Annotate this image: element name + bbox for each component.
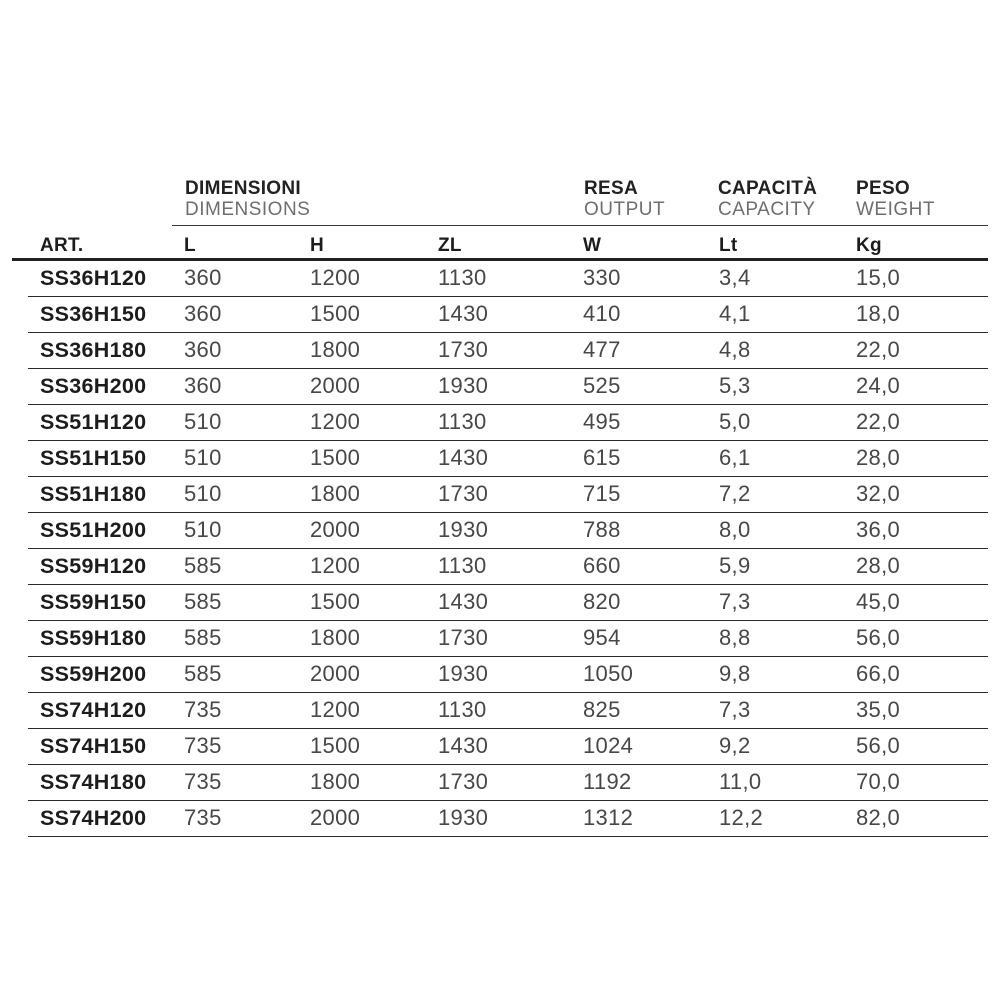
- cell-h: 1800: [310, 337, 361, 362]
- cell-h: 1500: [310, 733, 361, 758]
- group-header-rule: [172, 225, 988, 226]
- cell-zl: 1730: [438, 625, 489, 650]
- cell-lt: 8,0: [719, 517, 751, 542]
- cell-zl: 1730: [438, 769, 489, 794]
- table-row: [28, 441, 988, 477]
- cell-lt: 9,8: [719, 661, 751, 686]
- cell-zl: 1930: [438, 661, 489, 686]
- cell-kg: 22,0: [856, 337, 901, 362]
- cell-lt: 8,8: [719, 625, 751, 650]
- cell-zl: 1430: [438, 301, 489, 326]
- column-header-zl: ZL: [438, 235, 462, 256]
- cell-art: SS74H180: [40, 770, 147, 794]
- cell-zl: 1130: [438, 553, 487, 578]
- cell-lt: 12,2: [719, 805, 764, 830]
- cell-kg: 32,0: [856, 481, 901, 506]
- cell-zl: 1130: [438, 409, 487, 434]
- cell-l: 510: [184, 481, 222, 506]
- cell-art: SS51H120: [40, 410, 147, 434]
- cell-kg: 18,0: [856, 301, 901, 326]
- cell-zl: 1730: [438, 337, 489, 362]
- cell-zl: 1430: [438, 733, 489, 758]
- cell-kg: 24,0: [856, 373, 901, 398]
- cell-zl: 1430: [438, 589, 489, 614]
- cell-h: 2000: [310, 373, 361, 398]
- cell-lt: 6,1: [719, 445, 751, 470]
- cell-w: 615: [583, 445, 621, 470]
- table-row: [28, 333, 988, 369]
- cell-art: SS51H150: [40, 446, 147, 470]
- cell-lt: 7,2: [719, 481, 751, 506]
- cell-h: 1200: [310, 697, 361, 722]
- cell-art: SS74H120: [40, 698, 147, 722]
- cell-lt: 5,9: [719, 553, 751, 578]
- group-weight: [856, 178, 935, 220]
- table-row: [28, 585, 988, 621]
- cell-l: 735: [184, 769, 222, 794]
- cell-lt: 4,1: [719, 301, 751, 326]
- cell-kg: 36,0: [856, 517, 901, 542]
- table-row: [28, 513, 988, 549]
- cell-art: SS51H180: [40, 482, 147, 506]
- cell-h: 1800: [310, 481, 361, 506]
- group-title-resa: RESA: [584, 178, 638, 199]
- cell-zl: 1430: [438, 445, 489, 470]
- cell-kg: 56,0: [856, 625, 901, 650]
- cell-kg: 22,0: [856, 409, 901, 434]
- column-header-row: [0, 233, 1000, 259]
- cell-art: SS36H150: [40, 302, 147, 326]
- cell-w: 954: [583, 625, 621, 650]
- cell-l: 510: [184, 517, 222, 542]
- cell-art: SS59H200: [40, 662, 147, 686]
- cell-art: SS59H180: [40, 626, 147, 650]
- cell-art: SS74H200: [40, 806, 147, 830]
- cell-h: 2000: [310, 805, 361, 830]
- table-row: [28, 729, 988, 765]
- cell-h: 1500: [310, 589, 361, 614]
- cell-w: 410: [583, 301, 621, 326]
- cell-h: 1200: [310, 265, 361, 290]
- cell-zl: 1930: [438, 517, 489, 542]
- column-header-kg: Kg: [856, 235, 882, 256]
- cell-zl: 1930: [438, 373, 489, 398]
- cell-art: SS51H200: [40, 518, 147, 542]
- cell-kg: 15,0: [856, 265, 901, 290]
- cell-h: 1500: [310, 301, 361, 326]
- cell-lt: 5,0: [719, 409, 751, 434]
- cell-l: 585: [184, 553, 222, 578]
- cell-lt: 9,2: [719, 733, 751, 758]
- column-header-art: ART.: [40, 235, 84, 256]
- cell-kg: 66,0: [856, 661, 901, 686]
- table-row: [28, 693, 988, 729]
- table-row: [28, 369, 988, 405]
- table-body: [28, 261, 988, 837]
- cell-l: 360: [184, 337, 222, 362]
- cell-lt: 5,3: [719, 373, 751, 398]
- cell-l: 360: [184, 265, 222, 290]
- table-row: [28, 549, 988, 585]
- table-row: [28, 801, 988, 837]
- cell-w: 1312: [583, 805, 634, 830]
- group-subtitle-weight: WEIGHT: [856, 199, 935, 220]
- cell-w: 788: [583, 517, 621, 542]
- group-title-peso: PESO: [856, 178, 910, 199]
- cell-l: 585: [184, 661, 222, 686]
- cell-l: 735: [184, 805, 222, 830]
- table-row: [28, 477, 988, 513]
- cell-lt: 11,0: [719, 769, 762, 794]
- cell-w: 525: [583, 373, 621, 398]
- cell-h: 1800: [310, 769, 361, 794]
- cell-w: 660: [583, 553, 621, 578]
- column-header-h: H: [310, 235, 325, 256]
- cell-art: SS59H120: [40, 554, 147, 578]
- group-dimensions: [185, 178, 310, 220]
- cell-lt: 4,8: [719, 337, 751, 362]
- cell-lt: 7,3: [719, 589, 751, 614]
- cell-h: 1800: [310, 625, 361, 650]
- cell-w: 1192: [583, 769, 632, 794]
- cell-zl: 1930: [438, 805, 489, 830]
- cell-zl: 1130: [438, 265, 487, 290]
- cell-h: 2000: [310, 661, 361, 686]
- table-row: [28, 765, 988, 801]
- cell-h: 1500: [310, 445, 361, 470]
- group-capacity: [718, 178, 817, 220]
- cell-w: 477: [583, 337, 621, 362]
- cell-art: SS74H150: [40, 734, 147, 758]
- cell-w: 495: [583, 409, 621, 434]
- cell-kg: 56,0: [856, 733, 901, 758]
- cell-h: 2000: [310, 517, 361, 542]
- cell-zl: 1130: [438, 697, 487, 722]
- cell-l: 735: [184, 697, 222, 722]
- cell-l: 585: [184, 589, 222, 614]
- group-subtitle-output: OUTPUT: [584, 199, 666, 220]
- cell-l: 360: [184, 373, 222, 398]
- cell-w: 715: [583, 481, 621, 506]
- cell-kg: 28,0: [856, 553, 901, 578]
- cell-h: 1200: [310, 553, 361, 578]
- cell-kg: 82,0: [856, 805, 901, 830]
- cell-w: 1024: [583, 733, 634, 758]
- table-row: [28, 621, 988, 657]
- cell-l: 510: [184, 409, 222, 434]
- cell-l: 585: [184, 625, 222, 650]
- cell-kg: 35,0: [856, 697, 901, 722]
- group-subtitle-dimensions: DIMENSIONS: [185, 199, 311, 220]
- cell-art: SS59H150: [40, 590, 147, 614]
- cell-zl: 1730: [438, 481, 489, 506]
- cell-l: 735: [184, 733, 222, 758]
- cell-w: 330: [583, 265, 621, 290]
- cell-kg: 28,0: [856, 445, 901, 470]
- group-output: [584, 178, 665, 220]
- cell-kg: 45,0: [856, 589, 901, 614]
- cell-lt: 3,4: [719, 265, 751, 290]
- column-header-lt: Lt: [719, 235, 738, 256]
- cell-art: SS36H180: [40, 338, 147, 362]
- cell-art: SS36H120: [40, 266, 147, 290]
- cell-w: 825: [583, 697, 621, 722]
- cell-art: SS36H200: [40, 374, 147, 398]
- cell-h: 1200: [310, 409, 361, 434]
- table-row: [28, 297, 988, 333]
- table-row: [28, 405, 988, 441]
- cell-l: 360: [184, 301, 222, 326]
- table-row: [28, 657, 988, 693]
- cell-l: 510: [184, 445, 222, 470]
- group-subtitle-capacity: CAPACITY: [718, 199, 816, 220]
- column-header-l: L: [184, 235, 196, 256]
- group-title-capacita: CAPACITÀ: [718, 178, 818, 199]
- cell-kg: 70,0: [856, 769, 901, 794]
- cell-lt: 7,3: [719, 697, 751, 722]
- cell-w: 820: [583, 589, 621, 614]
- column-header-w: W: [583, 235, 602, 256]
- cell-w: 1050: [583, 661, 634, 686]
- group-title-dimensioni: DIMENSIONI: [185, 178, 301, 199]
- table-row: [28, 261, 988, 297]
